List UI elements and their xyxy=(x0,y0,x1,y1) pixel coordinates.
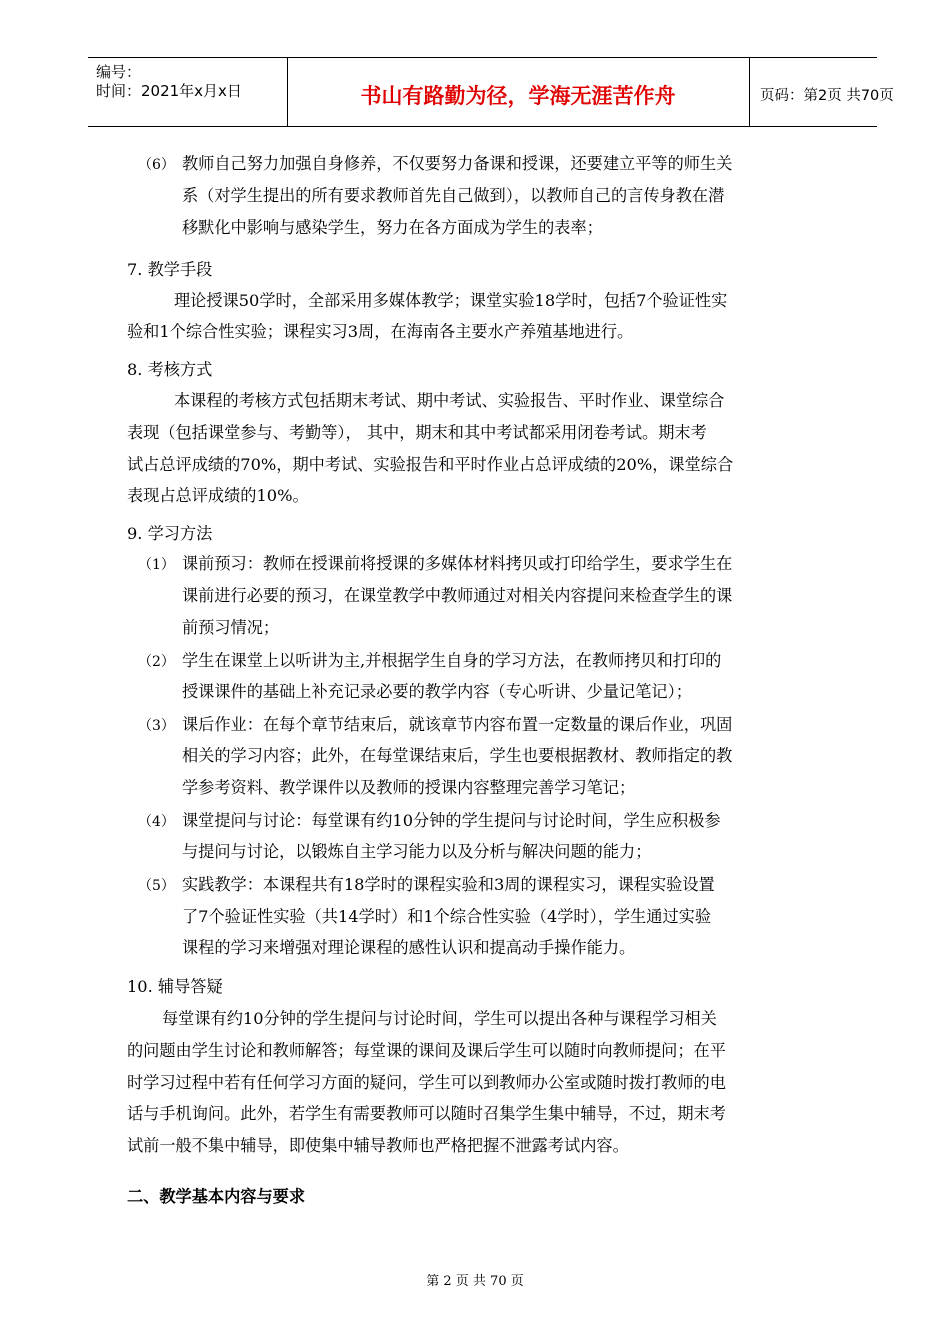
page-footer: 第 2 页 共 70 页 xyxy=(426,1274,524,1289)
item-number: （6） xyxy=(138,157,175,173)
paragraph-line: 移默化中影响与感染学生，努力在各方面成为学生的表率； xyxy=(182,218,603,237)
paragraph-line: 试占总评成绩的70%，期中考试、实验报告和平时作业占总评成绩的20%，课堂综合 xyxy=(127,455,734,474)
paragraph-line: 系（对学生提出的所有要求教师首先自己做到），以教师自己的言传身教在潜 xyxy=(182,186,725,205)
paragraph-line: 话与手机询问。此外，若学生有需要教师可以随时召集学生集中辅导，不过，期末考 xyxy=(127,1104,726,1123)
paragraph-line: 理论授课50学时，全部采用多媒体教学；课堂实验18学时，包括7个验证性实 xyxy=(174,291,728,310)
paragraph-line: 课堂提问与讨论：每堂课有约10分钟的学生提问与讨论时间，学生应积极参 xyxy=(182,811,721,830)
paragraph-line: 实践教学：本课程共有18学时的课程实验和3周的课程实习，课程实验设置 xyxy=(182,875,715,894)
paragraph-line: 的问题由学生讨论和教师解答；每堂课的课间及课后学生可以随时向教师提问；在平 xyxy=(127,1041,726,1060)
document-number-label: 编号： xyxy=(96,63,142,81)
paragraph-line: 授课课件的基础上补充记录必要的教学内容（专心听讲、少量记笔记）； xyxy=(182,682,692,701)
paragraph-line: 前预习情况； xyxy=(182,618,280,637)
item-number: （1） xyxy=(138,557,175,573)
page-header xyxy=(88,57,894,127)
document-time-label: 时间：2021年x月x日 xyxy=(96,82,242,100)
paragraph-line: 本课程的考核方式包括期末考试、期中考试、实验报告、平时作业、课堂综合 xyxy=(174,391,725,410)
section-heading: 10. 辅导答疑 xyxy=(127,977,223,996)
paragraph-line: 学生在课堂上以听讲为主,并根据学生自身的学习方法，在教师拷贝和打印的 xyxy=(182,651,722,670)
paragraph-line: 了7个验证性实验（共14学时）和1个综合性实验（4学时），学生通过实验 xyxy=(182,907,712,926)
paragraph-line: 表现占总评成绩的10%。 xyxy=(127,486,309,505)
item-number: （3） xyxy=(138,718,175,734)
paragraph-line: 课程的学习来增强对理论课程的感性认识和提高动手操作能力。 xyxy=(182,938,636,957)
header-right-cell xyxy=(750,58,894,126)
header-middle-cell xyxy=(287,58,750,126)
paragraph-line: 验和1个综合性实验；课程实习3周，在海南各主要水产养殖基地进行。 xyxy=(127,322,634,341)
paragraph-line: 课前预习：教师在授课前将授课的多媒体材料拷贝或打印给学生，要求学生在 xyxy=(182,554,733,573)
chapter-heading: 二、教学基本内容与要求 xyxy=(127,1187,306,1206)
paragraph-line: 相关的学习内容；此外，在每堂课结束后，学生也要根据教材、教师指定的教 xyxy=(182,746,733,765)
paragraph-line: 课后作业：在每个章节结束后，就该章节内容布置一定数量的课后作业，巩固 xyxy=(182,715,733,734)
header-motto: 书山有路勤为径，学海无涯苦作舟 xyxy=(360,84,676,108)
paragraph-line: 试前一般不集中辅导，即使集中辅导教师也严格把握不泄露考试内容。 xyxy=(127,1136,629,1155)
paragraph-line: 教师自己努力加强自身修养，不仅要努力备课和授课，还要建立平等的师生关 xyxy=(182,154,733,173)
paragraph-line: 表现（包括课堂参与、考勤等）， 其中，期末和其中考试都采用闭卷考试。期末考 xyxy=(127,423,707,442)
paragraph-line: 课前进行必要的预习，在课堂教学中教师通过对相关内容提问来检查学生的课 xyxy=(182,586,733,605)
section-heading: 9. 学习方法 xyxy=(127,524,213,543)
paragraph-line: 时学习过程中若有任何学习方面的疑问，学生可以到教师办公室或随时拨打教师的电 xyxy=(127,1073,726,1092)
item-number: （4） xyxy=(138,814,175,830)
section-heading: 7. 教学手段 xyxy=(127,260,213,279)
paragraph-line: 与提问与讨论，以锻炼自主学习能力以及分析与解决问题的能力； xyxy=(182,842,652,861)
header-left-cell xyxy=(88,58,288,126)
header-page-info: 页码：第2页 共70页 xyxy=(760,88,894,104)
paragraph-line: 每堂课有约10分钟的学生提问与讨论时间，学生可以提出各种与课程学习相关 xyxy=(162,1009,717,1028)
paragraph-line: 学参考资料、教学课件以及教师的授课内容整理完善学习笔记； xyxy=(182,778,636,797)
item-number: （5） xyxy=(138,878,175,894)
section-heading: 8. 考核方式 xyxy=(127,360,213,379)
item-number: （2） xyxy=(138,654,175,670)
